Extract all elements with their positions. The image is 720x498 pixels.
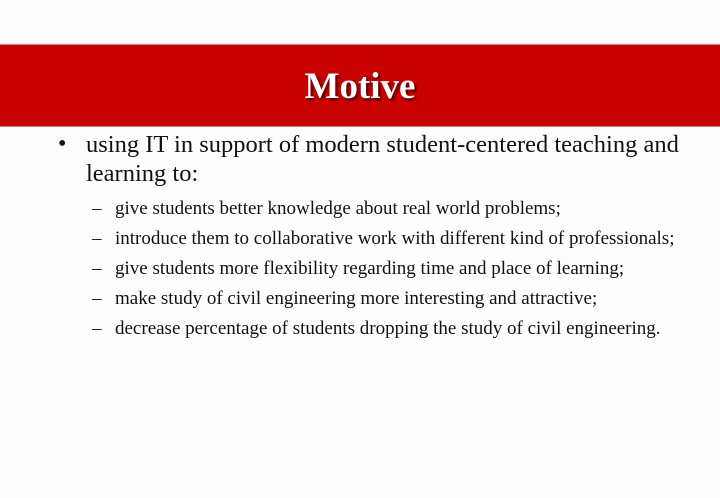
sub-bullet-text: introduce them to collaborative work with different kind of professionals;: [115, 228, 675, 249]
slide-body: [0, 130, 720, 347]
dash-icon: –: [92, 318, 102, 339]
sub-bullet-text: give students better knowledge about real world problems;: [115, 198, 561, 219]
dash-icon: –: [92, 228, 102, 249]
sub-bullet-item: [92, 257, 675, 281]
sub-bullet-item: [92, 197, 675, 221]
sub-bullet-item: [92, 317, 675, 341]
sub-bullet-text: make study of civil engineering more interesting and attractive;: [115, 288, 598, 309]
sub-bullet-list: [0, 197, 720, 341]
dash-icon: –: [92, 288, 102, 309]
sub-bullet-text: decrease percentage of students dropping the study of civil engineering.: [115, 318, 661, 339]
bullet-text: using IT in support of modern student-centered teaching and learning to:: [86, 131, 679, 187]
sub-bullet-text: give students more flexibility regarding time and place of learning;: [115, 258, 625, 279]
dash-icon: –: [92, 198, 102, 219]
bullet-dot-icon: •: [58, 131, 67, 157]
sub-bullet-item: [92, 227, 675, 251]
title-band: [0, 44, 720, 127]
bullet-item: [58, 130, 696, 188]
sub-bullet-item: [92, 287, 675, 311]
slide-title: Motive: [304, 66, 416, 107]
dash-icon: –: [92, 258, 102, 279]
